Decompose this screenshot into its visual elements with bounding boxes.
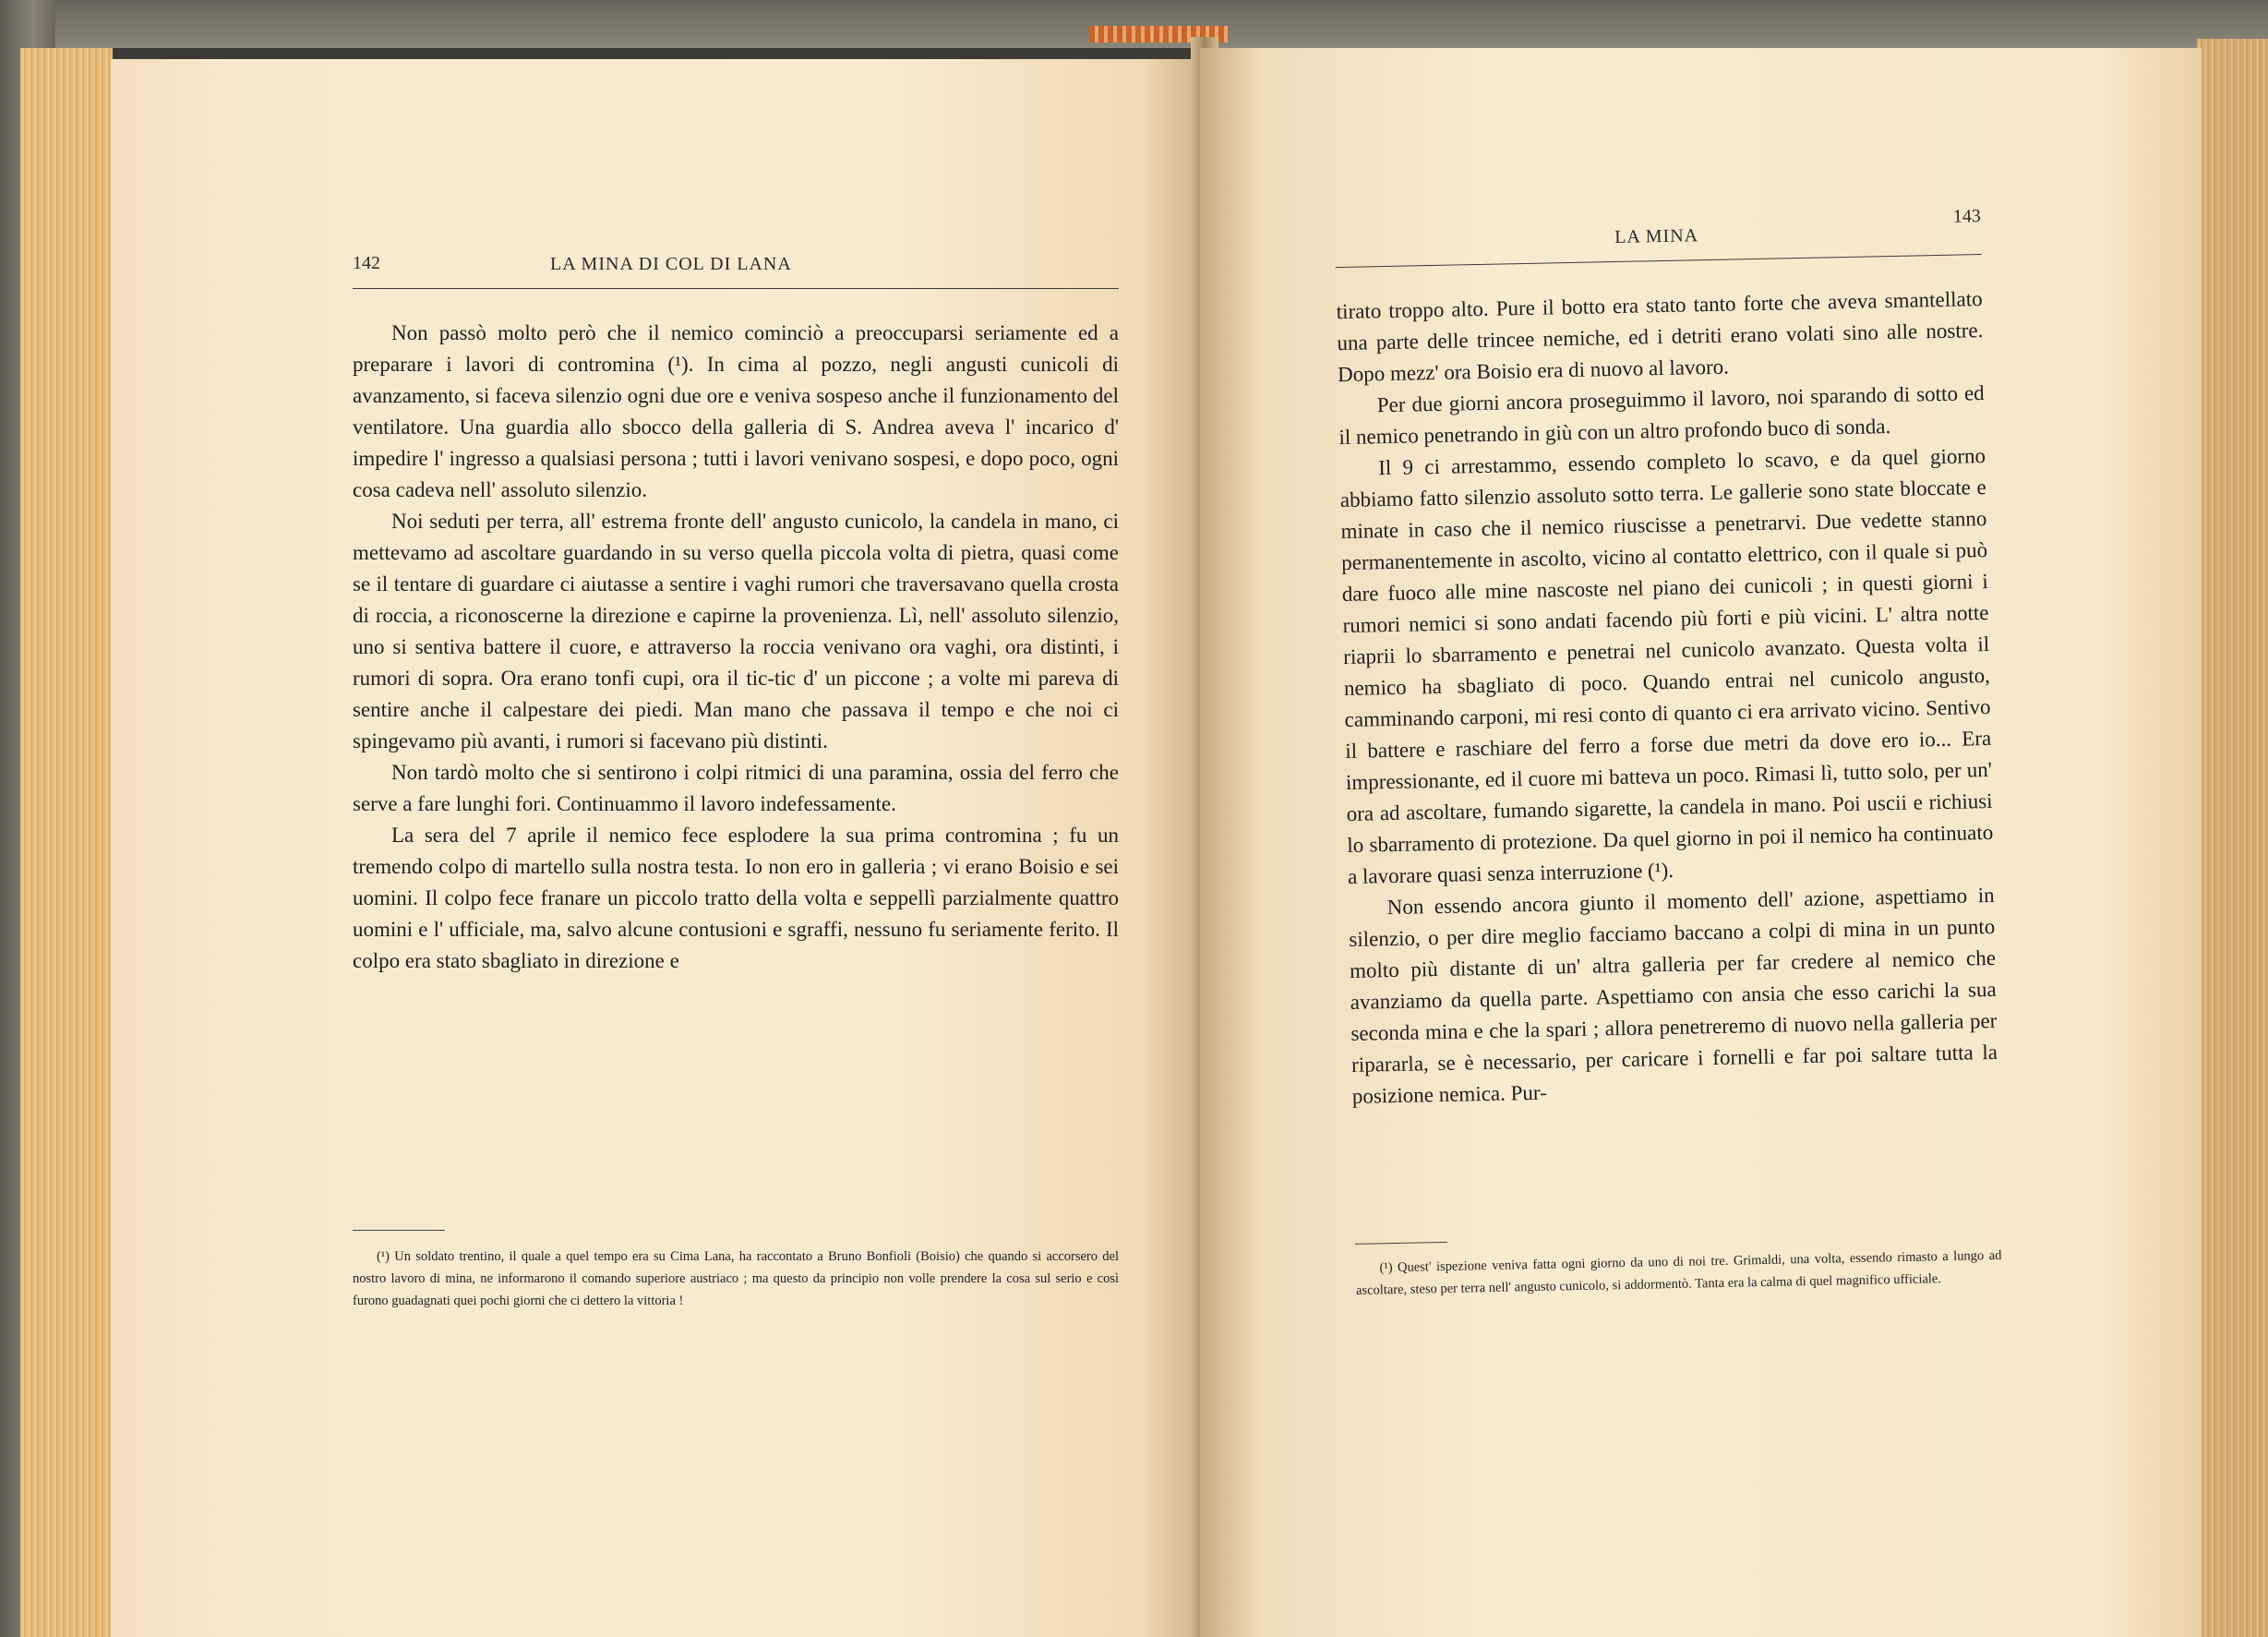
right-running-head: LA MINA xyxy=(1614,225,1699,248)
right-page-content xyxy=(1200,28,2233,1636)
left-footnote-text: (¹) Un soldato trentino, il quale a quel tempo era su Cima Lana, ha raccontato a Bruno Bonfioli (Boisio) che quando si accorsero del nostro lavoro di mina, ne informarono il comando superiore austriaco ; ma questo da principio non volle prendere la cosa sul serio e così furono guadagnati quei pochi giorni che ci dettero la vittoria ! xyxy=(353,1249,1119,1308)
right-footnote-rule xyxy=(1355,1242,1447,1245)
right-paragraph: Il 9 ci arrestammo, essendo completo lo scavo, e da quel giorno abbiamo fatto silenzio assoluto sotto terra. Le gallerie sono state bloccate e minate in caso che il nemico riuscisse a penetrarvi. Due vedette stanno permanentemente in ascolto, vicino al contatto elettrico, con il quale si può dare fuoco alle mine nascoste nel piano dei cunicoli ; in questi giorni i rumori nemici si sono andati facendo più forti e più vicini. L' altra notte riaprii lo sbarramento e penetrai nel cunicolo avanzato. Questa volta il nemico ha sbagliato di poco. Quando entrai nel cunicolo angusto, camminando carponi, mi resi conto di quanto ci era arrivato vicino. Sentivo il battere e raschiare del ferro a forse due metri da dove ero io... Era impressionante, ed il cuore mi batteva un poco. Rimasi lì, tutto solo, per un' ora ad ascoltare, fumando sigarette, la candela in mano. Poi uscii e richiusi lo sbarramento di protezione. Da quel giorno in poi il nemico ha continuato a lavorare quasi senza interruzione (¹). xyxy=(1339,444,1994,888)
right-paragraph: Non essendo ancora giunto il momento dell' azione, aspettiamo in silenzio, o per dire meglio facciamo baccano a colpi di mina in un punto molto più distante di un' altra galleria per far credere al nemico che avanziamo da quella parte. Aspettiamo con ansia che esso carichi la sua seconda mina e che la spari ; allora penetreremo di nuovo nella galleria per ripararla, se è necessario, per caricare i fornelli e far poi saltare tutta la posizione nemica. Pur- xyxy=(1349,883,1998,1108)
left-footnote-rule xyxy=(353,1230,445,1231)
right-footnote-text: (¹) Quest' ispezione veniva fatta ogni giorno da uno di noi tre. Grimaldi, una volta, essendo rimasto a lungo ad ascoltare, steso per terra nell' angusto cunicolo, si addormentò. Tanta era la calma di quel magnifico ufficiale. xyxy=(1355,1247,2002,1298)
left-footnote xyxy=(353,1246,1119,1312)
left-paragraph: Non passò molto però che il nemico cominciò a preoccuparsi seriamente ed a preparare i lavori di contromina (¹). In cima al pozzo, negli angusti cunicoli di avanzamento, si faceva silenzio ogni due ore e veniva sospeso anche il funzionamento del ventilatore. Una guardia allo sbocco della galleria di S. Andrea aveva l' incarico d' impedire l' ingresso a qualsiasi persona ; tutti i lavori venivano sospesi, e dopo poco, ogni cosa cadeva nell' assoluto silenzio. xyxy=(353,321,1119,501)
left-paragraph: Noi seduti per terra, all' estrema fronte dell' angusto cunicolo, la candela in mano, ci mettevamo ad ascoltare guardando in su verso quella piccola volta di pietra, quasi come se il tentare di guardare ci aiutasse a sentire i vaghi rumori che traversavano quella crosta di roccia, a riconoscerne la direzione e capirne la provenienza. Lì, nell' assoluto silenzio, uno si sentiva battere il cuore, e attraverso la roccia venivano ora vaghi, ora distinti, i rumori di sopra. Ora erano tonfi cupi, ora il tic-tic d' un piccone ; a volte mi pareva di sentire anche il calpestare dei piedi. Man mano che passava il tempo e che noi ci spingevamo più avanti, i rumori si facevano più distinti. xyxy=(353,510,1119,752)
right-footnote xyxy=(1355,1245,2002,1302)
left-page xyxy=(111,59,1209,1637)
page-edges-left xyxy=(20,48,113,1637)
left-paragraph: La sera del 7 aprile il nemico fece esplodere la sua prima contromina ; fu un tremendo colpo di martello sulla nostra testa. Io non ero in galleria ; vi erano Boisio e sei uomini. Il colpo fece franare un piccolo tratto della volta e seppellì parzialmente quattro uomini e l' ufficiale, ma, salvo alcune contusioni e sgraffi, nessuno fu seriamente ferito. Il colpo era stato sbagliato in direzione e xyxy=(353,824,1119,972)
right-header-rule xyxy=(1336,254,1982,268)
right-paragraph: Per due giorni ancora proseguimmo il lavoro, noi sparando di sotto ed il nemico penetrando in giù con un altro profondo buco di sonda. xyxy=(1338,381,1985,450)
right-paragraph: tirato troppo alto. Pure il botto era stato tanto forte che aveva smantellato una parte delle trincee nemiche, ed i detriti erano volati sino alle nostre. Dopo mezz' ora Boisio era di nuovo al lavoro. xyxy=(1336,287,1984,387)
left-page-number: 142 xyxy=(353,253,380,273)
left-body-text xyxy=(353,318,1119,977)
right-body-text xyxy=(1336,283,1998,1113)
left-header-rule xyxy=(353,288,1119,289)
right-page-number: 143 xyxy=(1952,206,1982,227)
left-running-head: LA MINA DI COL DI LANA xyxy=(550,254,792,274)
left-paragraph: Non tardò molto che si sentirono i colpi ritmici di una paramina, ossia del ferro che serve a fare lunghi fori. Continuammo il lavoro indefessamente. xyxy=(353,761,1119,815)
right-page xyxy=(1200,48,2202,1637)
